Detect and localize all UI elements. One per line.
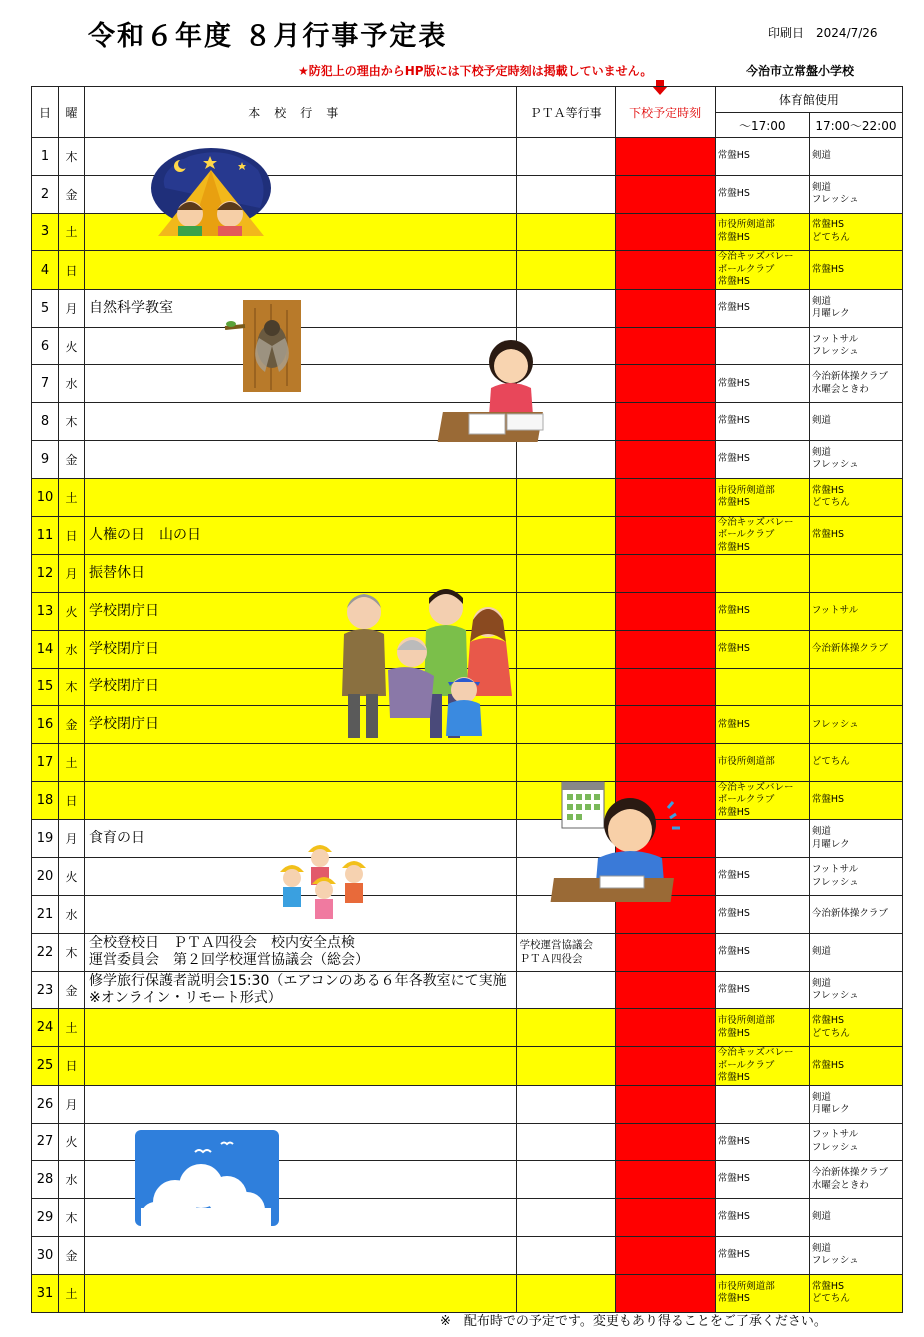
- departure-time-cell: [615, 251, 715, 290]
- family-group-icon: [330, 586, 522, 746]
- day-cell: 16: [32, 706, 59, 744]
- main-event-cell: [85, 1274, 516, 1312]
- gym-17-22-cell: 剣道: [809, 933, 902, 971]
- day-cell: 9: [32, 441, 59, 479]
- header-dow: 曜: [59, 87, 85, 138]
- departure-time-cell: [615, 327, 715, 365]
- weekday-cell: 月: [59, 289, 85, 327]
- table-row: [32, 289, 903, 327]
- day-cell: 8: [32, 403, 59, 441]
- pta-event-cell: [516, 1085, 615, 1123]
- gym-until-17-cell: 常盤HS: [715, 1161, 809, 1199]
- gym-until-17-cell: 常盤HS: [715, 1236, 809, 1274]
- weekday-cell: 火: [59, 858, 85, 896]
- gym-until-17-cell: [715, 327, 809, 365]
- departure-time-cell: [615, 1274, 715, 1312]
- departure-time-cell: [615, 403, 715, 441]
- day-cell: 10: [32, 478, 59, 516]
- pta-event-cell: [516, 1047, 615, 1086]
- departure-time-cell: [615, 592, 715, 630]
- weekday-cell: 木: [59, 668, 85, 706]
- gym-17-22-cell: 剣道: [809, 138, 902, 176]
- gym-until-17-cell: [715, 1085, 809, 1123]
- pta-event-cell: [516, 213, 615, 251]
- gym-17-22-cell: 剣道 月曜レク: [809, 1085, 902, 1123]
- weekday-cell: 日: [59, 516, 85, 555]
- header-main-events: 本校行事: [85, 87, 516, 138]
- gym-17-22-cell: 常盤HS どてちん: [809, 1274, 902, 1312]
- gym-17-22-cell: どてちん: [809, 744, 902, 782]
- main-event-cell: 振替休日: [85, 555, 516, 593]
- table-row: [32, 251, 903, 290]
- gym-until-17-cell: 今治キッズバレー ボールクラブ 常盤HS: [715, 516, 809, 555]
- weekday-cell: 火: [59, 327, 85, 365]
- departure-time-cell: [615, 706, 715, 744]
- gym-until-17-cell: 今治キッズバレー ボールクラブ 常盤HS: [715, 781, 809, 820]
- pta-event-cell: [516, 706, 615, 744]
- main-event-cell: [85, 1085, 516, 1123]
- pta-event-cell: [516, 744, 615, 782]
- day-cell: 27: [32, 1123, 59, 1161]
- day-cell: 3: [32, 213, 59, 251]
- gym-17-22-cell: 常盤HS: [809, 781, 902, 820]
- pta-event-cell: [516, 1009, 615, 1047]
- day-cell: 14: [32, 630, 59, 668]
- day-cell: 21: [32, 896, 59, 934]
- print-date-label: 印刷日: [768, 26, 805, 40]
- weekday-cell: 水: [59, 1161, 85, 1199]
- pta-event-cell: [516, 630, 615, 668]
- weekday-cell: 木: [59, 403, 85, 441]
- day-cell: 29: [32, 1199, 59, 1237]
- gym-until-17-cell: 市役所剣道部 常盤HS: [715, 213, 809, 251]
- day-cell: 17: [32, 744, 59, 782]
- day-cell: 4: [32, 251, 59, 290]
- day-cell: 20: [32, 858, 59, 896]
- table-row: [32, 1236, 903, 1274]
- gym-until-17-cell: 常盤HS: [715, 138, 809, 176]
- main-event-cell: 全校登校日 ＰＴＡ四役会 校内安全点検 運営委員会 第２回学校運営協議会（総会）: [85, 933, 516, 971]
- weekday-cell: 水: [59, 630, 85, 668]
- table-row: [32, 1047, 903, 1086]
- camping-tent-icon: [150, 148, 272, 244]
- footer-note: ※ 配布時での予定です。変更もあり得ることをご了承ください。: [440, 1314, 827, 1329]
- departure-time-cell: [615, 175, 715, 213]
- day-cell: 28: [32, 1161, 59, 1199]
- main-event-cell: 学校閉庁日: [85, 706, 516, 744]
- weekday-cell: 金: [59, 706, 85, 744]
- weekday-cell: 土: [59, 744, 85, 782]
- day-cell: 19: [32, 820, 59, 858]
- main-event-cell: 修学旅行保護者説明会15:30（エアコンのある６年各教室にて実施 ※オンライン・リモート形式）: [85, 971, 516, 1009]
- departure-time-cell: [615, 213, 715, 251]
- pta-event-cell: [516, 516, 615, 555]
- gym-until-17-cell: 常盤HS: [715, 403, 809, 441]
- departure-time-cell: [615, 1123, 715, 1161]
- boy-homework-calendar-icon: [560, 778, 694, 912]
- weekday-cell: 月: [59, 1085, 85, 1123]
- weekday-cell: 金: [59, 441, 85, 479]
- table-row: [32, 858, 903, 896]
- main-event-cell: 人権の日 山の日: [85, 516, 516, 555]
- header-departure-time: 下校予定時刻: [615, 87, 715, 138]
- gym-until-17-cell: 市役所剣道部: [715, 744, 809, 782]
- page-title: 令和６年度 ８月行事予定表: [88, 21, 448, 52]
- weekday-cell: 月: [59, 555, 85, 593]
- day-cell: 24: [32, 1009, 59, 1047]
- day-cell: 7: [32, 365, 59, 403]
- pta-event-cell: [516, 1199, 615, 1237]
- pta-event-cell: [516, 592, 615, 630]
- table-row: [32, 1085, 903, 1123]
- departure-time-cell: [615, 138, 715, 176]
- weekday-cell: 木: [59, 138, 85, 176]
- gym-until-17-cell: 常盤HS: [715, 289, 809, 327]
- gym-17-22-cell: 常盤HS: [809, 251, 902, 290]
- gym-17-22-cell: 今治新体操クラブ 水曜会ときわ: [809, 365, 902, 403]
- pta-event-cell: [516, 1274, 615, 1312]
- header-gym-use: 体育館使用: [715, 87, 902, 113]
- gym-until-17-cell: 常盤HS: [715, 706, 809, 744]
- departure-time-cell: [615, 1085, 715, 1123]
- main-event-cell: 学校閉庁日: [85, 668, 516, 706]
- gym-until-17-cell: 市役所剣道部 常盤HS: [715, 478, 809, 516]
- gym-until-17-cell: 常盤HS: [715, 592, 809, 630]
- weekday-cell: 金: [59, 971, 85, 1009]
- departure-time-cell: [615, 1161, 715, 1199]
- weekday-cell: 土: [59, 213, 85, 251]
- gym-17-22-cell: 常盤HS: [809, 516, 902, 555]
- weekday-cell: 木: [59, 933, 85, 971]
- departure-time-cell: [615, 933, 715, 971]
- day-cell: 11: [32, 516, 59, 555]
- gym-17-22-cell: 剣道 フレッシュ: [809, 175, 902, 213]
- pta-event-cell: [516, 289, 615, 327]
- day-cell: 15: [32, 668, 59, 706]
- main-event-cell: [85, 744, 516, 782]
- gym-17-22-cell: 剣道 フレッシュ: [809, 441, 902, 479]
- gym-until-17-cell: 常盤HS: [715, 1199, 809, 1237]
- table-row: [32, 933, 903, 971]
- cicada-on-tree-icon: [225, 298, 305, 394]
- gym-17-22-cell: 剣道: [809, 403, 902, 441]
- gym-17-22-cell: 常盤HS どてちん: [809, 1009, 902, 1047]
- table-row: [32, 478, 903, 516]
- pta-event-cell: [516, 971, 615, 1009]
- weekday-cell: 水: [59, 896, 85, 934]
- departure-time-cell: [615, 365, 715, 403]
- day-cell: 12: [32, 555, 59, 593]
- print-date: [768, 24, 878, 41]
- departure-time-cell: [615, 1009, 715, 1047]
- main-event-cell: [85, 781, 516, 820]
- gym-17-22-cell: 剣道 フレッシュ: [809, 971, 902, 1009]
- gym-until-17-cell: 常盤HS: [715, 630, 809, 668]
- header-gym-17-22: 17:00～22:00: [809, 113, 902, 138]
- gym-until-17-cell: [715, 668, 809, 706]
- gym-17-22-cell: [809, 668, 902, 706]
- day-cell: 30: [32, 1236, 59, 1274]
- girl-studying-icon: [447, 332, 565, 450]
- day-cell: 2: [32, 175, 59, 213]
- main-event-cell: [85, 1236, 516, 1274]
- pta-event-cell: 学校運営協議会 ＰＴＡ四役会: [516, 933, 615, 971]
- gym-17-22-cell: 剣道: [809, 1199, 902, 1237]
- main-event-cell: 学校閉庁日: [85, 630, 516, 668]
- weekday-cell: 木: [59, 1199, 85, 1237]
- day-cell: 6: [32, 327, 59, 365]
- departure-time-cell: [615, 1047, 715, 1086]
- main-event-cell: [85, 1047, 516, 1086]
- gym-until-17-cell: 常盤HS: [715, 365, 809, 403]
- table-row: [32, 896, 903, 934]
- departure-time-cell: [615, 516, 715, 555]
- pta-event-cell: [516, 1123, 615, 1161]
- pta-event-cell: [516, 668, 615, 706]
- weekday-cell: 土: [59, 1009, 85, 1047]
- main-event-cell: [85, 478, 516, 516]
- weekday-cell: 日: [59, 781, 85, 820]
- gym-until-17-cell: 今治キッズバレー ボールクラブ 常盤HS: [715, 1047, 809, 1086]
- header-pta-events: ＰＴＡ等行事: [516, 87, 615, 138]
- gym-until-17-cell: [715, 820, 809, 858]
- day-cell: 22: [32, 933, 59, 971]
- table-row: [32, 781, 903, 820]
- day-cell: 1: [32, 138, 59, 176]
- gym-17-22-cell: 今治新体操クラブ 水曜会ときわ: [809, 1161, 902, 1199]
- departure-time-cell: [615, 478, 715, 516]
- security-notice: ★防犯上の理由からHP版には下校予定時刻は掲載していません。: [298, 64, 653, 78]
- gym-17-22-cell: 剣道 フレッシュ: [809, 1236, 902, 1274]
- main-event-cell: 学校閉庁日: [85, 592, 516, 630]
- table-row: [32, 1009, 903, 1047]
- gym-17-22-cell: 剣道 月曜レク: [809, 820, 902, 858]
- gym-until-17-cell: 常盤HS: [715, 971, 809, 1009]
- pta-event-cell: [516, 251, 615, 290]
- header-day: 日: [32, 87, 59, 138]
- gym-until-17-cell: 常盤HS: [715, 1123, 809, 1161]
- day-cell: 18: [32, 781, 59, 820]
- day-cell: 23: [32, 971, 59, 1009]
- gym-17-22-cell: フレッシュ: [809, 706, 902, 744]
- header-gym-until-17: ～17:00: [715, 113, 809, 138]
- school-name: 今治市立常盤小学校: [746, 64, 855, 78]
- gym-17-22-cell: 常盤HS どてちん: [809, 213, 902, 251]
- day-cell: 13: [32, 592, 59, 630]
- departure-time-cell: [615, 630, 715, 668]
- gym-17-22-cell: フットサル フレッシュ: [809, 858, 902, 896]
- weekday-cell: 火: [59, 1123, 85, 1161]
- departure-time-cell: [615, 441, 715, 479]
- gym-17-22-cell: フットサル: [809, 592, 902, 630]
- departure-time-cell: [615, 289, 715, 327]
- weekday-cell: 土: [59, 478, 85, 516]
- weekday-cell: 月: [59, 820, 85, 858]
- pta-event-cell: [516, 478, 615, 516]
- day-cell: 5: [32, 289, 59, 327]
- departure-time-cell: [615, 1199, 715, 1237]
- pta-event-cell: [516, 1236, 615, 1274]
- gym-17-22-cell: フットサル フレッシュ: [809, 1123, 902, 1161]
- departure-time-cell: [615, 1236, 715, 1274]
- gym-17-22-cell: 常盤HS どてちん: [809, 478, 902, 516]
- departure-time-cell: [615, 668, 715, 706]
- gym-17-22-cell: 常盤HS: [809, 1047, 902, 1086]
- table-row: [32, 971, 903, 1009]
- departure-time-cell: [615, 555, 715, 593]
- pta-event-cell: [516, 138, 615, 176]
- print-date-value: 2024/7/26: [816, 26, 878, 40]
- weekday-cell: 金: [59, 1236, 85, 1274]
- weekday-cell: 日: [59, 1047, 85, 1086]
- day-cell: 31: [32, 1274, 59, 1312]
- table-row: [32, 744, 903, 782]
- departure-time-cell: [615, 744, 715, 782]
- gym-until-17-cell: 常盤HS: [715, 858, 809, 896]
- gym-until-17-cell: 常盤HS: [715, 441, 809, 479]
- summer-cloud-sky-icon: [135, 1130, 279, 1226]
- main-event-cell: 食育の日: [85, 820, 516, 858]
- gym-until-17-cell: [715, 555, 809, 593]
- weekday-cell: 日: [59, 251, 85, 290]
- table-row: [32, 820, 903, 858]
- main-event-cell: [85, 1009, 516, 1047]
- gym-17-22-cell: 今治新体操クラブ: [809, 896, 902, 934]
- weekday-cell: 水: [59, 365, 85, 403]
- gym-until-17-cell: 常盤HS: [715, 933, 809, 971]
- day-cell: 25: [32, 1047, 59, 1086]
- gym-17-22-cell: 今治新体操クラブ: [809, 630, 902, 668]
- day-cell: 26: [32, 1085, 59, 1123]
- gym-until-17-cell: 今治キッズバレー ボールクラブ 常盤HS: [715, 251, 809, 290]
- table-row: [32, 516, 903, 555]
- gym-until-17-cell: 市役所剣道部 常盤HS: [715, 1274, 809, 1312]
- gym-17-22-cell: フットサル フレッシュ: [809, 327, 902, 365]
- gym-until-17-cell: 市役所剣道部 常盤HS: [715, 1009, 809, 1047]
- gym-until-17-cell: 常盤HS: [715, 175, 809, 213]
- pta-event-cell: [516, 175, 615, 213]
- gym-until-17-cell: 常盤HS: [715, 896, 809, 934]
- gym-17-22-cell: [809, 555, 902, 593]
- weekday-cell: 金: [59, 175, 85, 213]
- weekday-cell: 火: [59, 592, 85, 630]
- weekday-cell: 土: [59, 1274, 85, 1312]
- pta-event-cell: [516, 555, 615, 593]
- pta-event-cell: [516, 1161, 615, 1199]
- kids-with-helmets-icon: [272, 838, 372, 922]
- table-row: [32, 1274, 903, 1312]
- gym-17-22-cell: 剣道 月曜レク: [809, 289, 902, 327]
- main-event-cell: [85, 251, 516, 290]
- departure-time-cell: [615, 971, 715, 1009]
- main-event-cell: 自然科学教室: [85, 289, 516, 327]
